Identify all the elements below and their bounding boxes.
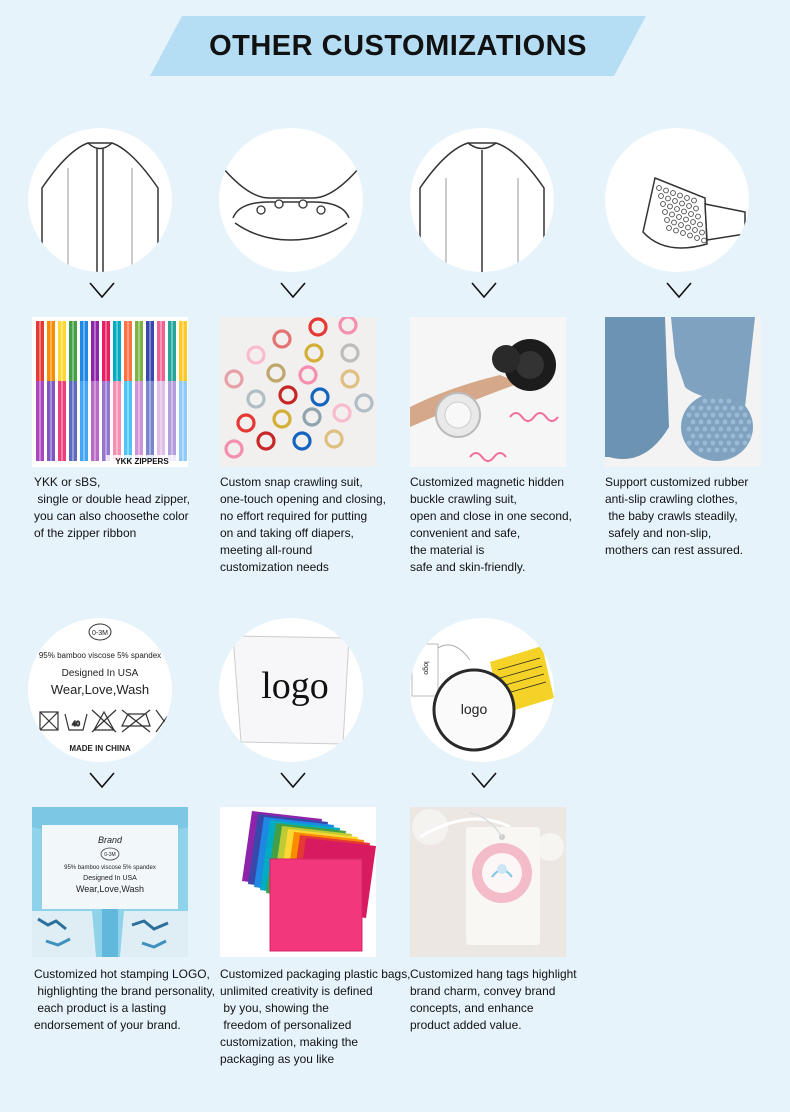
- photo-brand-text: Brand: [97, 835, 123, 845]
- description-line: on and taking off diapers,: [220, 526, 354, 540]
- label-fabric-text: 95% bamboo viscose 5% spandex: [38, 651, 162, 660]
- description-line: no effort required for putting: [220, 509, 368, 523]
- title-banner: [150, 16, 646, 76]
- description-line: buckle crawling suit,: [410, 492, 517, 506]
- care-temp-text: 40: [72, 721, 80, 728]
- description-line: convenient and safe,: [410, 526, 521, 540]
- snap-description: [220, 474, 414, 576]
- chevron-down-icon: [280, 772, 306, 788]
- description-line: concepts, and enhance: [410, 1001, 534, 1015]
- magnetic-garment-sketch: [410, 128, 554, 272]
- label-circle: [28, 618, 172, 762]
- bags-photo: [220, 807, 376, 957]
- chevron-down-icon: [666, 282, 692, 298]
- label-description: [34, 966, 228, 1034]
- rubber-sketch-circle: [605, 128, 749, 272]
- label-care-text: Wear,Love,Wash: [50, 682, 150, 697]
- page-title: OTHER CUSTOMIZATIONS: [209, 29, 587, 62]
- photo-fabric-text: 95% bamboo viscose 5% spandex: [64, 865, 156, 871]
- description-line: customization needs: [220, 560, 329, 574]
- description-line: the material is: [410, 543, 485, 557]
- description-line: brand charm, convey brand: [410, 984, 556, 998]
- hangtag-photo: [410, 807, 566, 957]
- description-line: customization, making the: [220, 1035, 359, 1049]
- label-size-text: 0-3M: [92, 630, 108, 637]
- description-line: Customized packaging plastic bags,: [220, 967, 411, 981]
- care-symbols-icon: [40, 710, 172, 732]
- zipper-description: [34, 474, 228, 542]
- description-line: product added value.: [410, 1018, 522, 1032]
- rubber-photo: [605, 317, 761, 467]
- zipper-photo: [32, 317, 188, 467]
- zipper-photo-label: YKK ZIPPERS: [115, 457, 169, 466]
- small-tag-text: logo: [422, 661, 429, 675]
- description-line: Customized magnetic hidden: [410, 475, 564, 489]
- description-line: highlighting the brand personality,: [34, 984, 215, 998]
- photo-size-text: 0-3M: [104, 852, 116, 858]
- description-line: Customized hot stamping LOGO,: [34, 967, 210, 981]
- hangtag-logo-text: logo: [460, 701, 488, 717]
- hangtag-description: [410, 966, 604, 1034]
- chevron-down-icon: [280, 282, 306, 298]
- description-line: you can also choosethe color: [34, 509, 189, 523]
- label-photo: [32, 807, 188, 957]
- rubber-sole-sketch: [605, 128, 749, 272]
- description-line: Custom snap crawling suit,: [220, 475, 363, 489]
- zipper-sketch-circle: [28, 128, 172, 272]
- description-line: of the zipper ribbon: [34, 526, 137, 540]
- description-line: by you, showing the: [220, 1001, 329, 1015]
- bag-description: [220, 966, 414, 1068]
- description-line: freedom of personalized: [220, 1018, 352, 1032]
- label-designed-text: Designed In USA: [61, 668, 139, 679]
- description-line: single or double head zipper,: [34, 492, 190, 506]
- bag-logo-text: logo: [261, 665, 329, 707]
- description-line: endorsement of your brand.: [34, 1018, 181, 1032]
- photo-care-text: Wear,Love,Wash: [75, 884, 145, 894]
- description-line: Support customized rubber: [605, 475, 749, 489]
- snap-crotch-sketch: [219, 128, 363, 272]
- description-line: safe and skin-friendly.: [410, 560, 526, 574]
- description-line: YKK or sBS,: [34, 475, 101, 489]
- description-line: meeting all-round: [220, 543, 313, 557]
- description-line: each product is a lasting: [34, 1001, 167, 1015]
- description-line: Customized hang tags highlight: [410, 967, 577, 981]
- magnetic-description: [410, 474, 604, 576]
- label-made-text: MADE IN CHINA: [69, 744, 131, 753]
- description-line: packaging as you like: [220, 1052, 335, 1066]
- bag-circle: [219, 618, 363, 762]
- zipper-garment-sketch: [28, 128, 172, 272]
- chevron-down-icon: [89, 772, 115, 788]
- description-line: unlimited creativity is defined: [220, 984, 373, 998]
- description-line: open and close in one second,: [410, 509, 572, 523]
- snap-sketch-circle: [219, 128, 363, 272]
- description-line: the baby crawls steadily,: [605, 509, 738, 523]
- description-line: one-touch opening and closing,: [220, 492, 386, 506]
- description-line: safely and non-slip,: [605, 526, 712, 540]
- magnetic-sketch-circle: [410, 128, 554, 272]
- description-line: anti-slip crawling clothes,: [605, 492, 738, 506]
- chevron-down-icon: [89, 282, 115, 298]
- chevron-down-icon: [471, 772, 497, 788]
- photo-designed-text: Designed In USA: [83, 875, 137, 882]
- description-line: mothers can rest assured.: [605, 543, 744, 557]
- rubber-description: [605, 474, 790, 559]
- snap-photo: [220, 317, 376, 467]
- chevron-down-icon: [471, 282, 497, 298]
- magnetic-photo: [410, 317, 566, 467]
- hangtag-circle: [410, 618, 554, 762]
